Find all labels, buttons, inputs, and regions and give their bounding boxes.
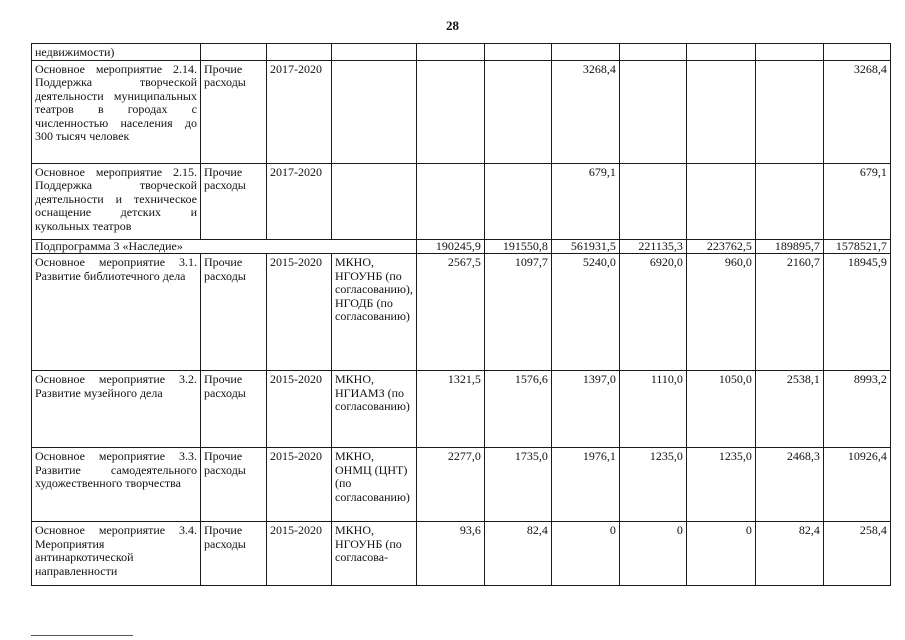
- year-value-cell: 1321,5: [416, 371, 484, 448]
- year-value-cell: 0: [619, 522, 686, 586]
- year-value-cell: 1576,6: [484, 371, 551, 448]
- measure-name-cell: недвижимости): [32, 44, 201, 61]
- year-value-cell: 1397,0: [551, 371, 619, 448]
- period-cell: [267, 44, 332, 61]
- measure-name-cell: Основное мероприятие 3.2. Развитие музейного дела: [32, 371, 201, 448]
- period-cell: 2015-2020: [267, 448, 332, 522]
- year-value-cell: 2468,3: [755, 448, 823, 522]
- year-value-cell: 1735,0: [484, 448, 551, 522]
- year-value-cell: [416, 163, 484, 239]
- year-value-cell: 221135,3: [619, 239, 686, 254]
- year-value-cell: 82,4: [484, 522, 551, 586]
- funding-source-cell: Прочие расходы: [201, 60, 267, 163]
- executor-cell: [332, 163, 417, 239]
- funding-source-cell: Прочие расходы: [201, 163, 267, 239]
- executor-cell: МКНО, НГИАМЗ (по согласованию): [332, 371, 417, 448]
- page-number: 28: [446, 18, 459, 33]
- total-value-cell: 3268,4: [823, 60, 890, 163]
- measure-name-cell: Основное мероприятие 2.14. Поддержка творческой деятельности муниципальных театров в городах с численностью населения до 300 тысяч человек: [32, 60, 201, 163]
- year-value-cell: [755, 60, 823, 163]
- period-cell: 2017-2020: [267, 60, 332, 163]
- year-value-cell: 93,6: [416, 522, 484, 586]
- year-value-cell: 3268,4: [551, 60, 619, 163]
- footnote-divider: [31, 635, 133, 636]
- year-value-cell: 191550,8: [484, 239, 551, 254]
- measure-name-cell: Основное мероприятие 3.3. Развитие самодеятельного художественного творчества: [32, 448, 201, 522]
- total-value-cell: 18945,9: [823, 254, 890, 371]
- year-value-cell: 679,1: [551, 163, 619, 239]
- year-value-cell: 1050,0: [686, 371, 755, 448]
- year-value-cell: [755, 163, 823, 239]
- year-value-cell: 1976,1: [551, 448, 619, 522]
- total-value-cell: 258,4: [823, 522, 890, 586]
- year-value-cell: [619, 163, 686, 239]
- year-value-cell: [484, 44, 551, 61]
- year-value-cell: 561931,5: [551, 239, 619, 254]
- year-value-cell: 0: [551, 522, 619, 586]
- table-row: [32, 60, 891, 163]
- funding-source-cell: Прочие расходы: [201, 371, 267, 448]
- year-value-cell: 1097,7: [484, 254, 551, 371]
- period-cell: 2015-2020: [267, 254, 332, 371]
- year-value-cell: 6920,0: [619, 254, 686, 371]
- total-value-cell: 1578521,7: [823, 239, 890, 254]
- funding-source-cell: Прочие расходы: [201, 522, 267, 586]
- year-value-cell: 1235,0: [619, 448, 686, 522]
- table-row: [32, 371, 891, 448]
- table-row: [32, 254, 891, 371]
- total-value-cell: 679,1: [823, 163, 890, 239]
- year-value-cell: [619, 60, 686, 163]
- year-value-cell: 190245,9: [416, 239, 484, 254]
- measure-name-cell: Основное мероприятие 3.1. Развитие библиотечного дела: [32, 254, 201, 371]
- table-row: [32, 163, 891, 239]
- period-cell: 2015-2020: [267, 371, 332, 448]
- year-value-cell: [484, 163, 551, 239]
- executor-cell: МКНО, НГОУНБ (по согласованию), НГОДБ (по согласованию): [332, 254, 417, 371]
- year-value-cell: [484, 60, 551, 163]
- year-value-cell: [686, 163, 755, 239]
- year-value-cell: 189895,7: [755, 239, 823, 254]
- funding-source-cell: Прочие расходы: [201, 254, 267, 371]
- total-value-cell: [823, 44, 890, 61]
- year-value-cell: 1110,0: [619, 371, 686, 448]
- funding-source-cell: [201, 44, 267, 61]
- year-value-cell: 1235,0: [686, 448, 755, 522]
- year-value-cell: [551, 44, 619, 61]
- year-value-cell: [686, 60, 755, 163]
- period-cell: 2015-2020: [267, 522, 332, 586]
- executor-cell: [332, 44, 417, 61]
- year-value-cell: 2160,7: [755, 254, 823, 371]
- year-value-cell: [416, 60, 484, 163]
- year-value-cell: 2567,5: [416, 254, 484, 371]
- total-value-cell: 10926,4: [823, 448, 890, 522]
- executor-cell: [332, 60, 417, 163]
- year-value-cell: 223762,5: [686, 239, 755, 254]
- subprogram-title: Подпрограмма 3 «Наследие»: [32, 239, 417, 254]
- period-cell: 2017-2020: [267, 163, 332, 239]
- year-value-cell: 5240,0: [551, 254, 619, 371]
- budget-table: [31, 43, 891, 586]
- measure-name-cell: Основное мероприятие 3.4. Мероприятия антинаркотической направленности: [32, 522, 201, 586]
- table-row: [32, 44, 891, 61]
- year-value-cell: 82,4: [755, 522, 823, 586]
- year-value-cell: [619, 44, 686, 61]
- table-row: [32, 522, 891, 586]
- executor-cell: МКНО, ОНМЦ (ЦНТ) (по согласованию): [332, 448, 417, 522]
- year-value-cell: [686, 44, 755, 61]
- table-row: [32, 448, 891, 522]
- executor-cell: МКНО, НГОУНБ (по согласова-: [332, 522, 417, 586]
- year-value-cell: 0: [686, 522, 755, 586]
- total-value-cell: 8993,2: [823, 371, 890, 448]
- year-value-cell: 2277,0: [416, 448, 484, 522]
- year-value-cell: 960,0: [686, 254, 755, 371]
- subprogram-row: [32, 239, 891, 254]
- measure-name-cell: Основное мероприятие 2.15. Поддержка творческой деятельности и техническое оснащение детских и кукольных театров: [32, 163, 201, 239]
- year-value-cell: [755, 44, 823, 61]
- year-value-cell: [416, 44, 484, 61]
- funding-source-cell: Прочие расходы: [201, 448, 267, 522]
- year-value-cell: 2538,1: [755, 371, 823, 448]
